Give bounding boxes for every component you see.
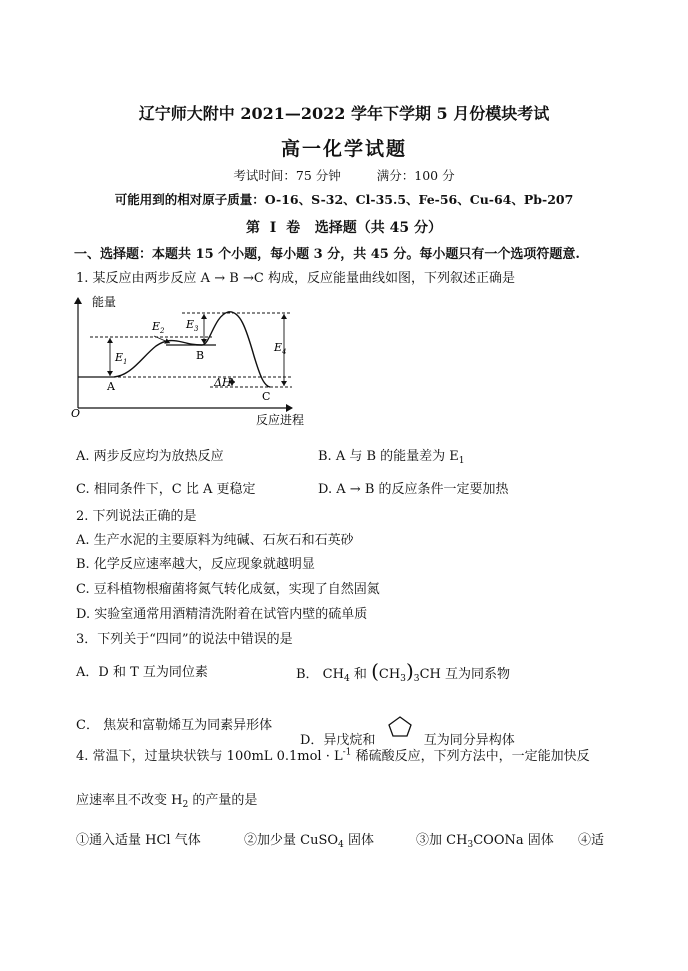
q2-stem: 2. 下列说法正确的是: [76, 509, 197, 524]
cyclopentane-icon: [386, 714, 414, 738]
paper-title: 高一化学试题: [280, 138, 407, 160]
arrow-icon: →: [349, 482, 361, 497]
q3-option-b: [296, 659, 510, 684]
q4-option-3-text: COONa 固体: [473, 833, 554, 848]
q4-option-2-sub: 4: [338, 840, 344, 850]
exam-time: 考试时间：75 分钟: [233, 168, 341, 183]
q1-option-b-sub: 1: [458, 456, 465, 466]
label-b: B: [196, 349, 205, 362]
q2-option-b: B. 化学反应速率越大，反应现象就越明显: [76, 557, 315, 572]
q3-option-b-sub: 4: [343, 674, 350, 684]
label-e2: $E_2$: [152, 320, 165, 335]
q1-stem-part: 1. 某反应由两步反应 A: [76, 271, 211, 286]
exam-info: [0, 166, 688, 184]
q4-option-1: ①通入适量 HCl 气体: [76, 833, 201, 848]
q4-stem-text: 稀硫酸反应，下列方法中，一定能加快反: [351, 749, 590, 764]
y-axis-label: 能量: [92, 295, 117, 309]
q3-option-b-text: CH 互为同系物: [419, 667, 510, 682]
q1-option-c: C. 相同条件下，C 比 A 更稳定: [76, 482, 256, 497]
instruction: 一、选择题：本题共 15 个小题，每小题 3 分，共 45 分。每小题只有一个选项符题意.: [74, 247, 580, 262]
q2-option-a: A. 生产水泥的主要原料为纯碱、石灰石和石英砂: [76, 533, 354, 548]
q1-option-d-text: 的反应条件一定要加热: [374, 482, 509, 497]
q4-option-2: [244, 829, 374, 850]
q4-stem-sup: -1: [342, 747, 352, 758]
label-e1: $E_1$: [115, 351, 128, 366]
q4-stem-text: 应速率且不改变 H: [76, 793, 183, 808]
q4-stem-text: 4. 常温下，过量块状铁与 100mL 0.1mol · L: [76, 749, 343, 764]
section-title: 第 I 卷 选择题（共 45 分）: [246, 220, 442, 236]
q1-option-b: [318, 445, 465, 466]
q4-option-2-text: ②加少量 CuSO: [244, 833, 339, 848]
q3-option-b-sub: 3: [400, 674, 406, 684]
q4-option-3-text: ③加 CH: [416, 833, 468, 848]
q1-stem-part: B: [229, 271, 239, 286]
q1-option-a: A. 两步反应均为放热反应: [76, 449, 224, 464]
q3-option-b-text: B． CH: [296, 667, 344, 682]
q2-option-d: D. 实验室通常用酒精清洗附着在试管内壁的硫单质: [76, 607, 368, 622]
label-a: A: [107, 380, 115, 393]
q3-option-a: A．D 和 T 互为同位素: [76, 665, 208, 680]
q1-option-d-text: D. A: [318, 482, 346, 497]
q4-stem-line2: [76, 789, 257, 810]
origin-label: O: [71, 407, 81, 420]
arrow-icon: →: [242, 271, 254, 286]
q1-option-b-text: B. A 与 B 的能量差为 E: [318, 449, 459, 464]
q2-option-c: C. 豆科植物根瘤菌将氮气转化成氨，实现了自然固氮: [76, 582, 380, 597]
arrow-icon: →: [214, 271, 226, 286]
q4-option-3-sub: 3: [467, 840, 474, 850]
atomic-masses: 可能用到的相对原子质量：O-16、S-32、Cl-35.5、Fe-56、Cu-64、Pb-207: [114, 192, 574, 207]
q1-stem: [76, 267, 515, 286]
label-e3: $E_3$: [186, 318, 199, 333]
q4-stem-line1: [76, 745, 590, 764]
q3-option-c: C． 焦炭和富勒烯互为同素异形体: [76, 718, 273, 733]
q3-option-b-text: 和: [349, 667, 367, 682]
exam-header-title: 辽宁师大附中 2021—2022 学年下学期 5 月份模块考试: [138, 104, 550, 123]
q4-stem-sub: 2: [182, 800, 189, 810]
q3-option-b-text: CH: [378, 667, 401, 682]
q4-option-4: ④适: [578, 833, 605, 848]
q3-option-b-sub: 3: [413, 674, 420, 684]
paren-right-icon: ): [405, 659, 414, 683]
q4-option-2-text: 固体: [343, 833, 374, 848]
q3-option-d-text: 互为同分异构体: [423, 733, 515, 748]
label-e4: $E_4$: [274, 341, 287, 356]
q3-option-d: [300, 714, 515, 748]
full-score: 满分：100 分: [376, 168, 455, 183]
q4-stem-text: 的产量的是: [188, 793, 258, 808]
paren-left-icon: (: [371, 659, 379, 683]
q3-stem: 3．下列关于“四同”的说法中错误的是: [76, 632, 293, 647]
q4-option-3: [416, 829, 554, 850]
label-dh: ΔH: [214, 376, 232, 389]
q3-option-d-text: D．异戊烷和: [300, 733, 376, 748]
x-axis-label: 反应进程: [256, 413, 305, 427]
q1-stem-part: C 构成，反应能量曲线如图，下列叙述正确是: [253, 271, 515, 286]
label-c: C: [262, 390, 271, 403]
q1-option-d-text: B: [364, 482, 375, 497]
energy-diagram: [70, 290, 310, 430]
q1-option-d: [318, 478, 509, 497]
